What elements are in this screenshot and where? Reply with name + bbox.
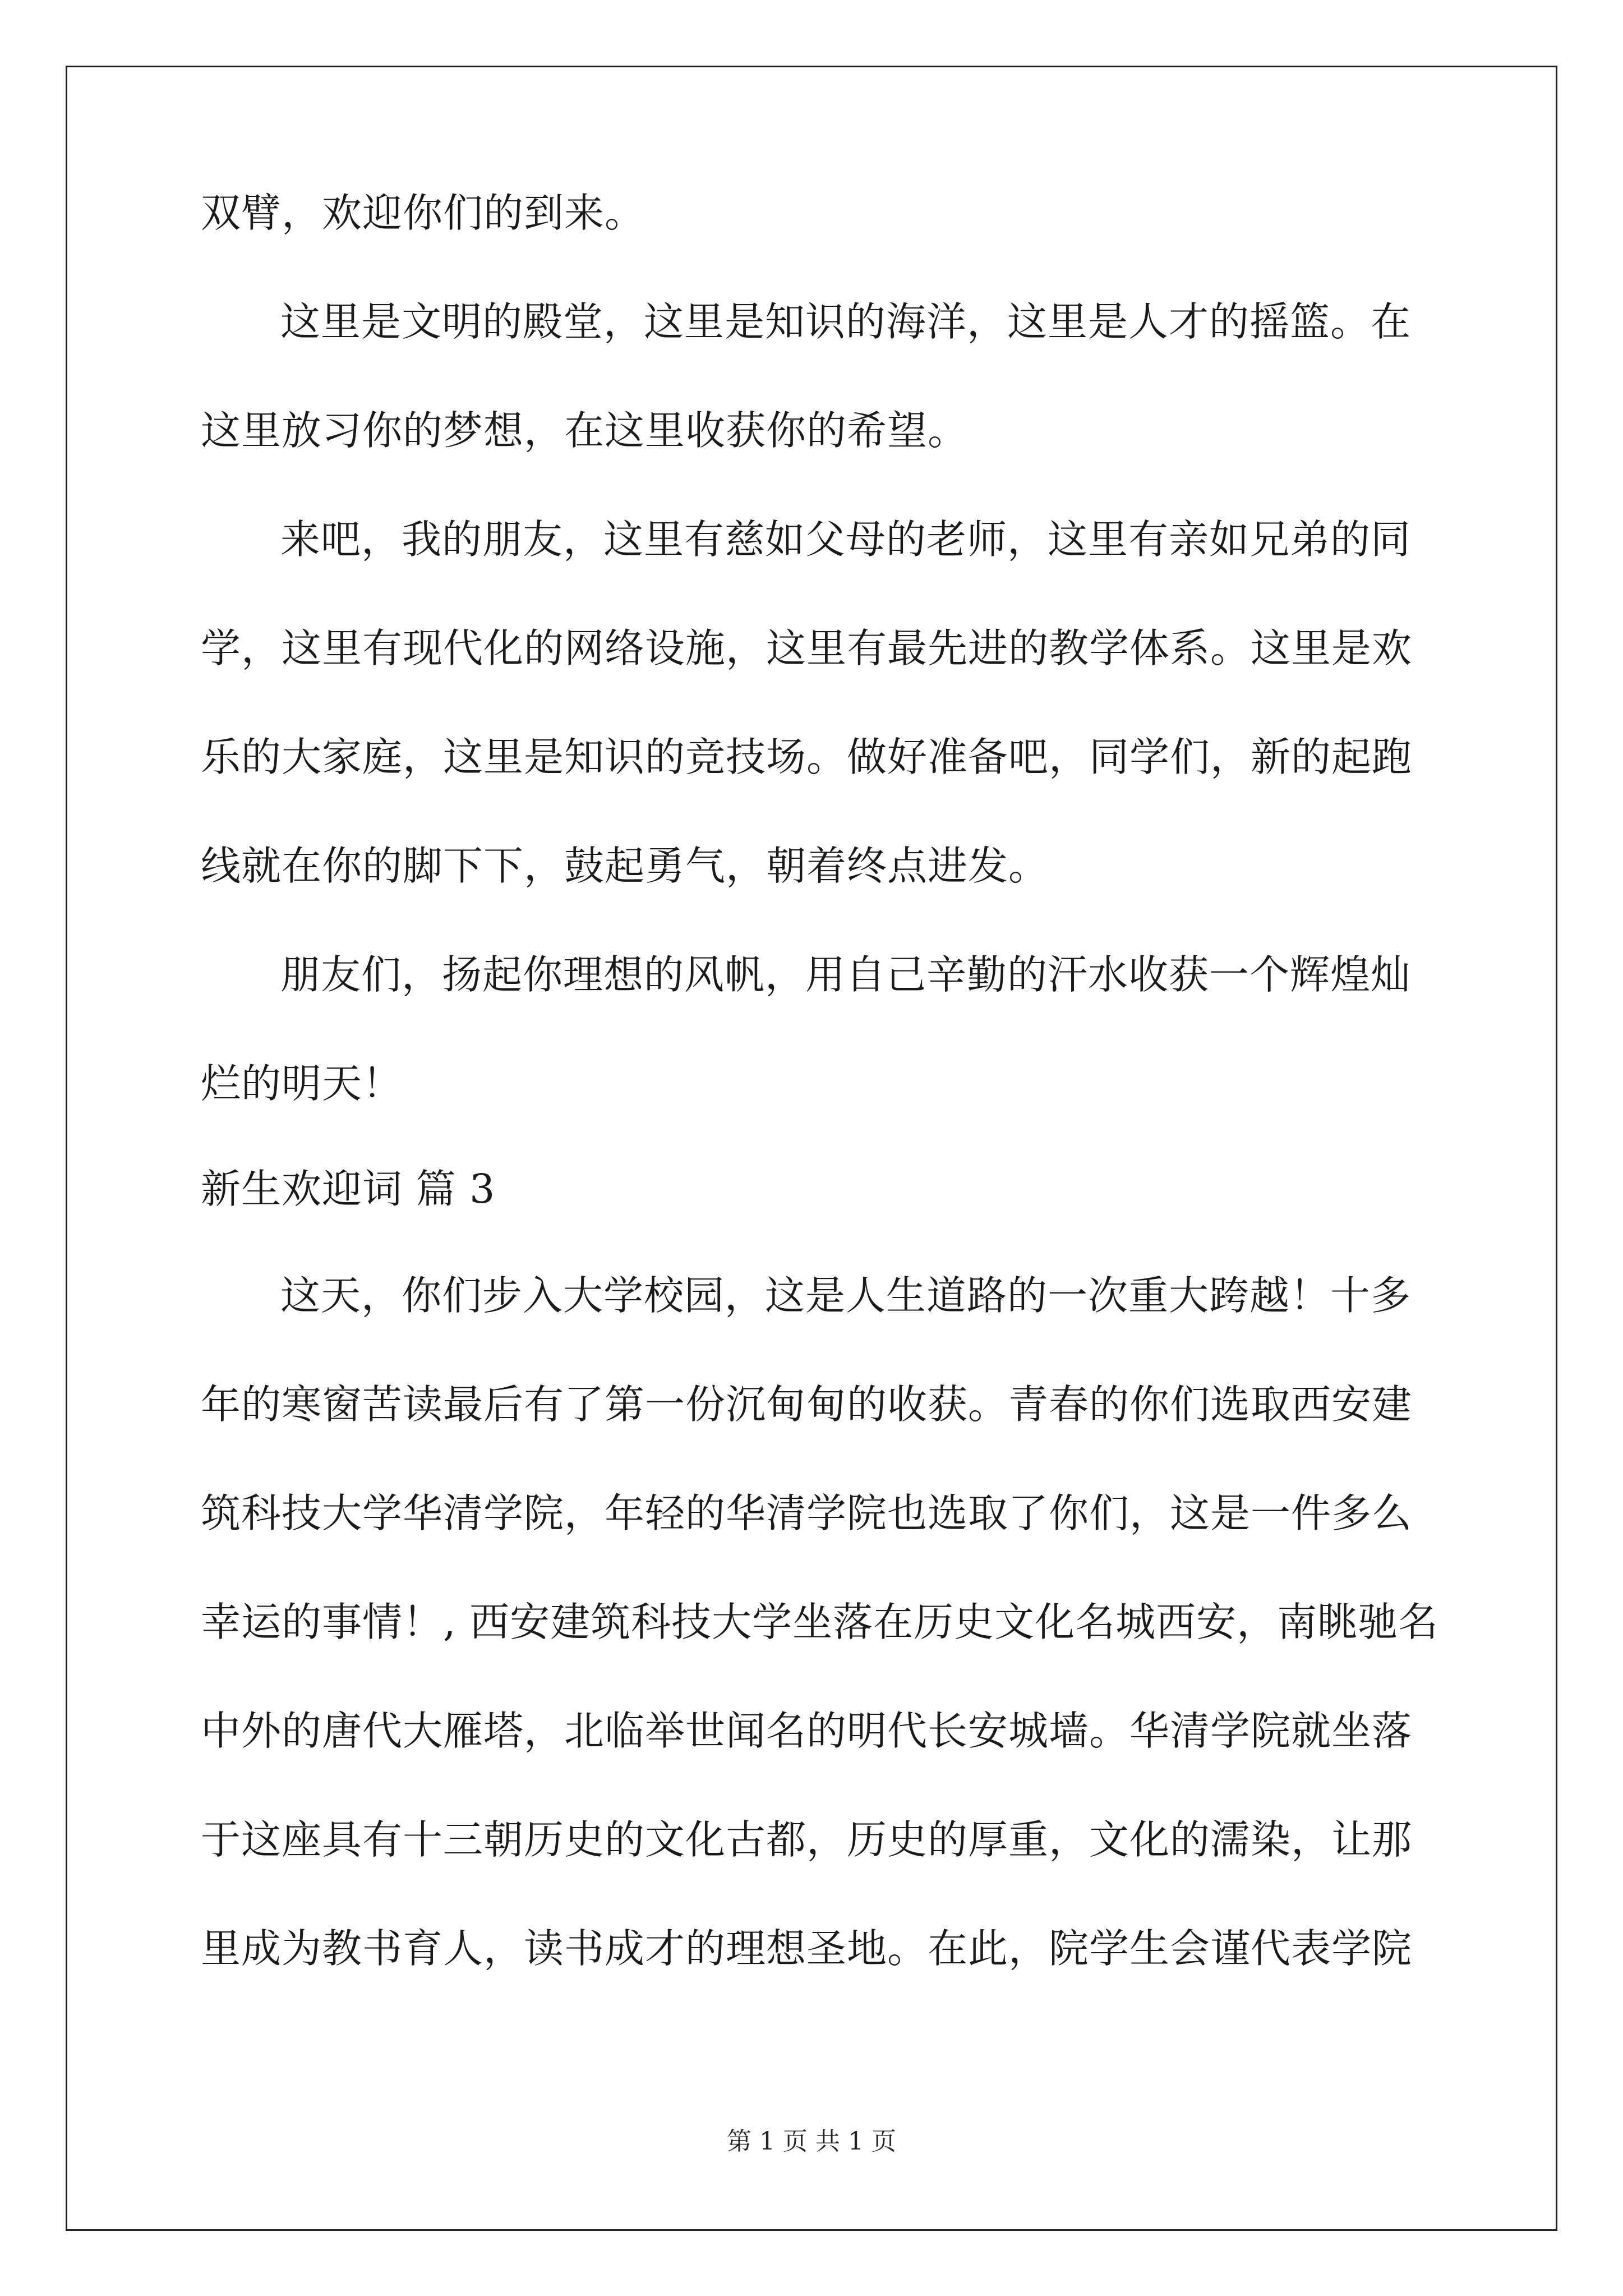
text-line: 朋友们，扬起你理想的风帆，用自己辛勤的汗水收获一个辉煌灿	[280, 951, 1412, 998]
text-line: 幸运的事情！, 西安建筑科技大学坐落在历史文化名城西安，南眺驰名	[201, 1599, 1439, 1645]
text-line: 年的寒窗苦读最后有了第一份沉甸甸的收获。青春的你们选取西安建	[201, 1381, 1413, 1428]
text-line: 这天，你们步入大学校园，这是人生道路的一次重大跨越！十多	[280, 1272, 1412, 1319]
text-line: 来吧，我的朋友，这里有慈如父母的老师，这里有亲如兄弟的同	[280, 516, 1412, 563]
text-line: 这里是文明的殿堂，这里是知识的海洋，这里是人才的摇篮。在	[280, 298, 1412, 345]
text-line: 这里放习你的梦想，在这里收获你的希望。	[201, 407, 969, 454]
text-line: 双臂，欢迎你们的到来。	[201, 190, 645, 236]
text-line: 烂的明天！	[201, 1060, 403, 1107]
page-border	[66, 66, 1557, 2231]
text-line: 线就在你的脚下下，鼓起勇气，朝着终点进发。	[201, 843, 1049, 889]
text-line: 乐的大家庭，这里是知识的竞技场。做好准备吧，同学们，新的起跑	[201, 734, 1413, 780]
page-number: 第 1 页 共 1 页	[727, 2127, 896, 2156]
text-line: 于这座具有十三朝历史的文化古都，历史的厚重，文化的濡染，让那	[201, 1816, 1413, 1863]
section-heading: 新生欢迎词 篇 3	[201, 1166, 496, 1212]
text-line: 学，这里有现代化的网络设施，这里有最先进的教学体系。这里是欢	[201, 625, 1413, 671]
text-line: 筑科技大学华清学院，年轻的华清学院也选取了你们，这是一件多么	[201, 1490, 1413, 1536]
text-line: 中外的唐代大雁塔，北临举世闻名的明代长安城墙。华清学院就坐落	[201, 1708, 1413, 1754]
text-line: 里成为教书育人，读书成才的理想圣地。在此，院学生会谨代表学院	[201, 1925, 1413, 1972]
